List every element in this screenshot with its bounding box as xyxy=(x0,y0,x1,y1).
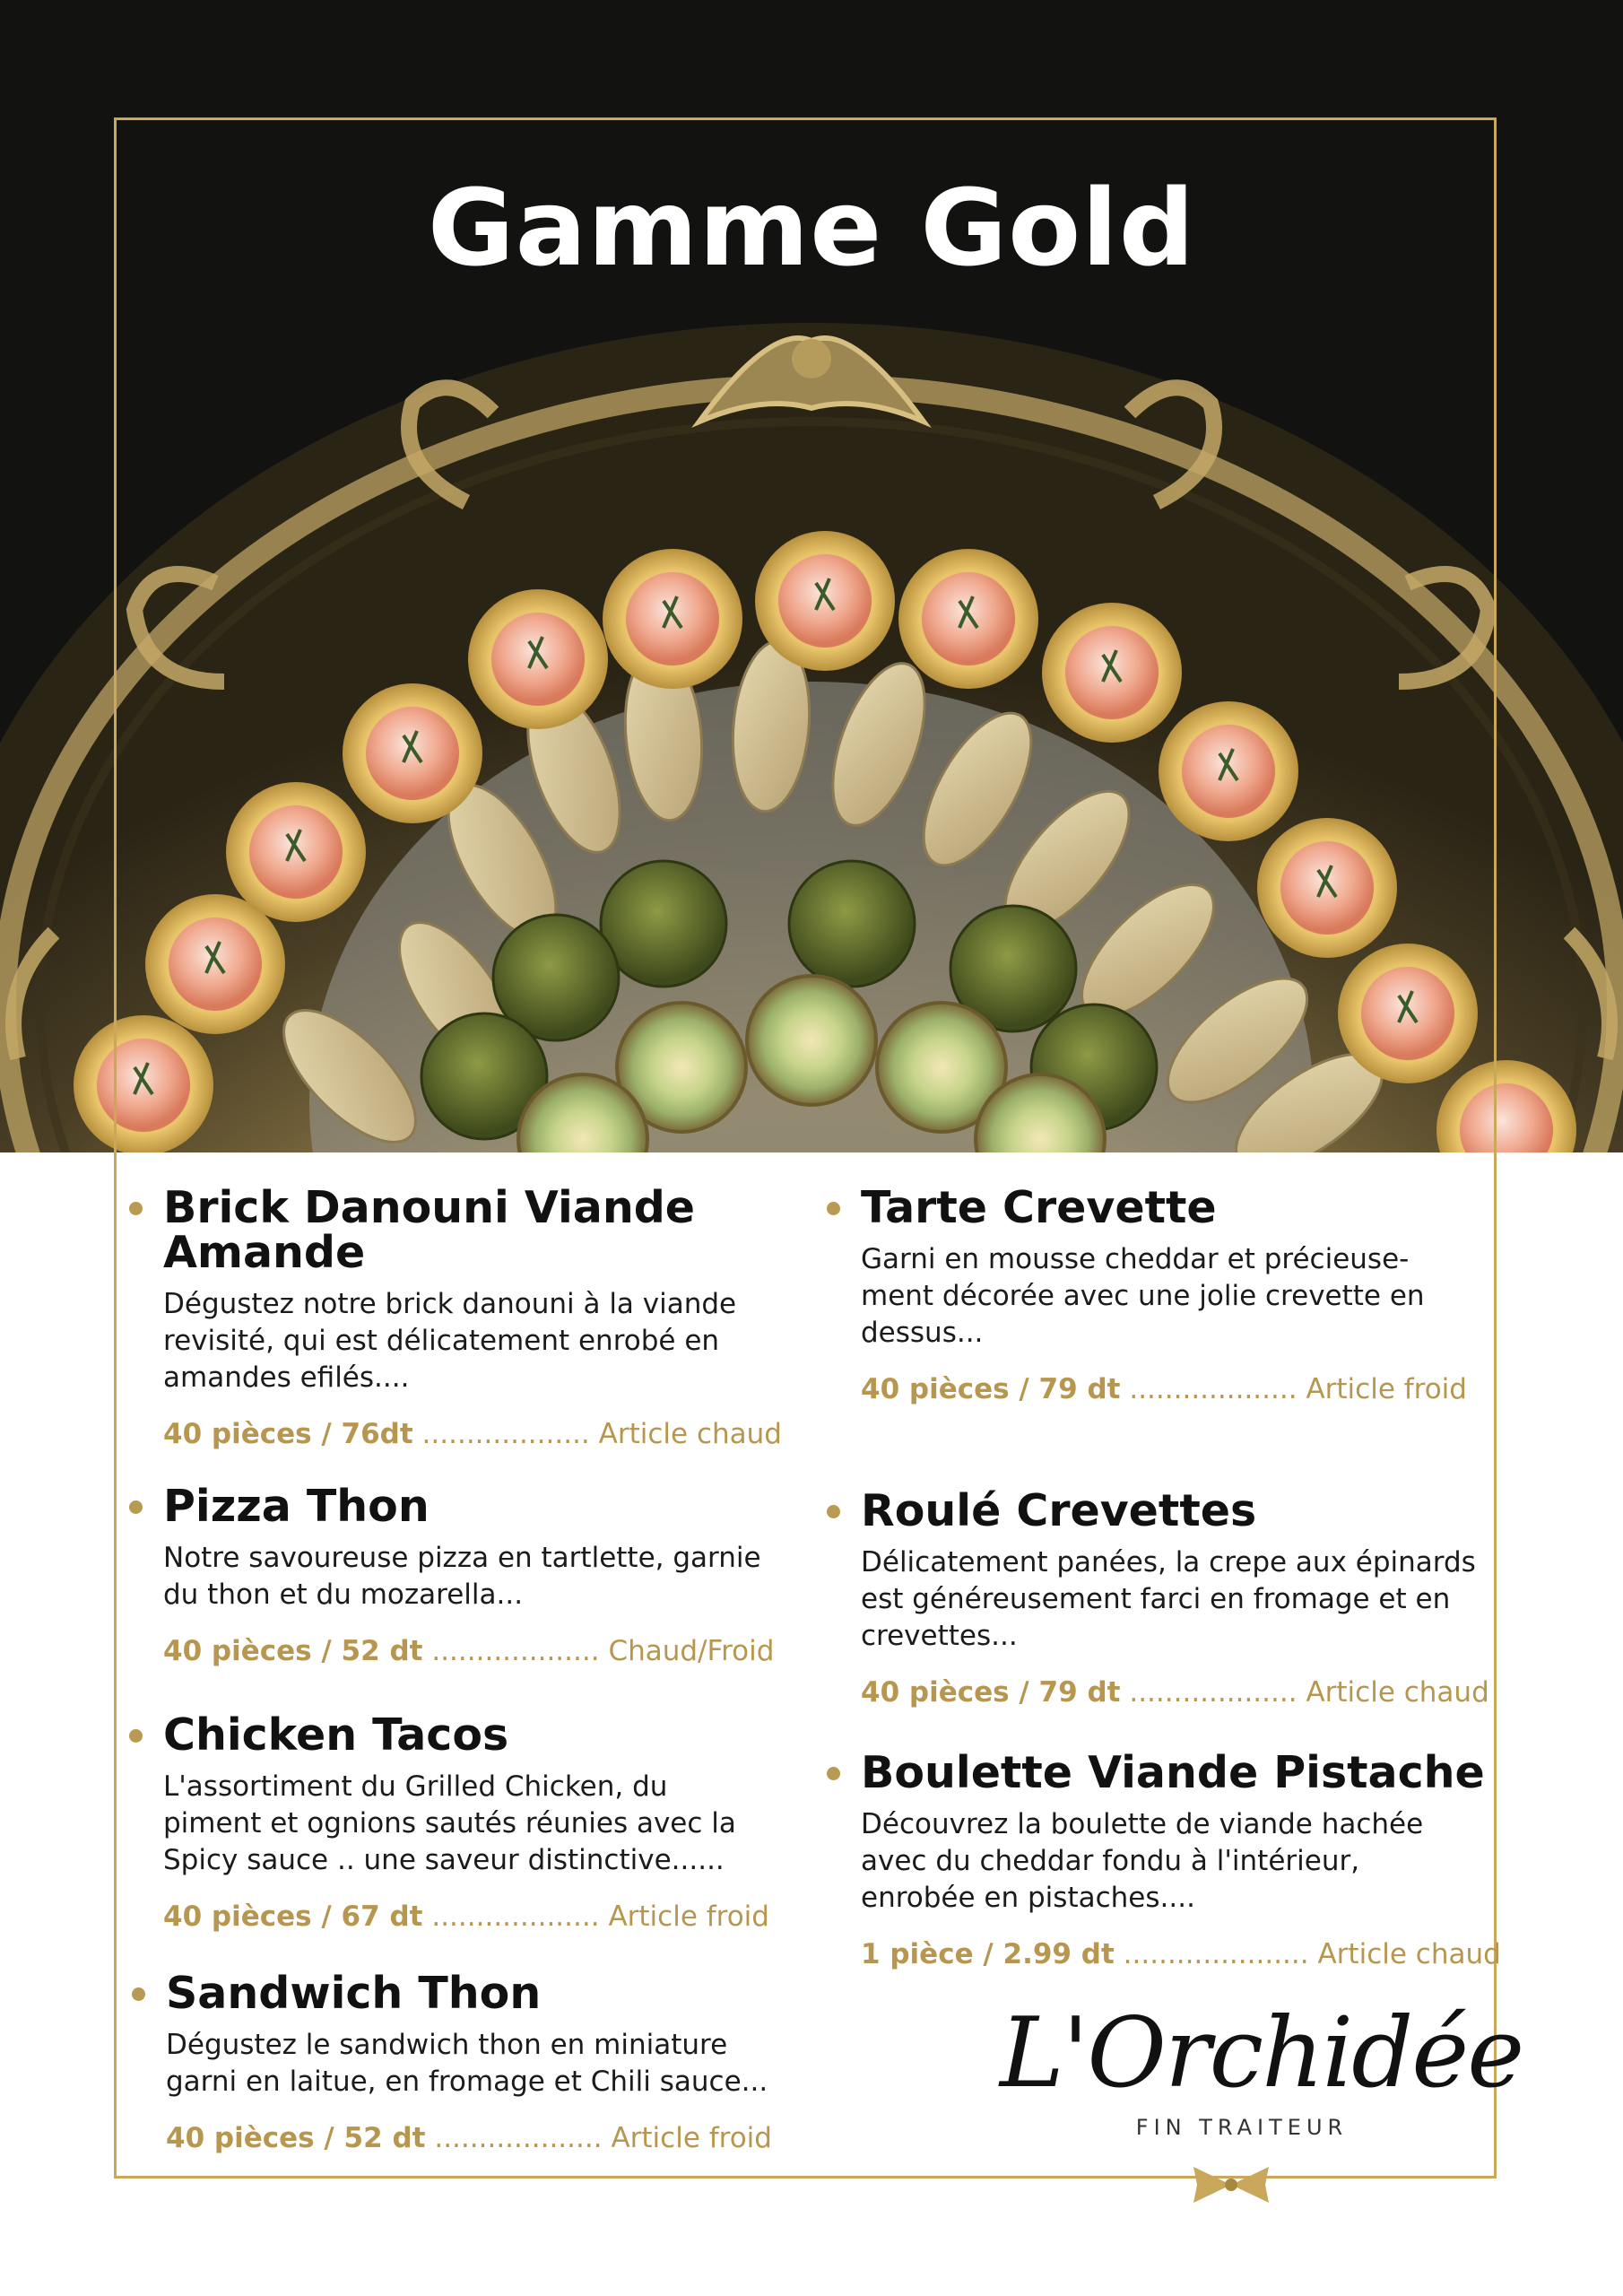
item-description: Délicatement panées, la crepe aux épinards est généreusement farci en fromage et en crevettes... xyxy=(861,1546,1476,1652)
item-price-line xyxy=(163,1900,791,1933)
price-dots: ..................... xyxy=(1123,1938,1309,1970)
item-description: Dégustez notre brick danouni à la viande revisité, qui est délicatement enrobé en amandes efilés.... xyxy=(163,1288,737,1394)
item-price-line xyxy=(166,2122,794,2154)
price-dots: ................... xyxy=(431,1635,600,1667)
item-description: Garni en mousse cheddar et précieuse-ment décorée avec une jolie crevette en dessus... xyxy=(861,1243,1425,1349)
menu-item-sandwich-thon xyxy=(166,1968,794,2154)
price-dots: ................... xyxy=(1129,1373,1298,1405)
price-dots: ................... xyxy=(434,2122,603,2154)
item-price: 40 pièces / 67 dt xyxy=(163,1900,423,1933)
item-description: Notre savoureuse pizza en tartlette, garnie du thon et du mozarella... xyxy=(163,1542,761,1611)
item-name: Chicken Tacos xyxy=(163,1709,509,1761)
item-type: Article froid xyxy=(608,1900,769,1933)
bow-icon xyxy=(1188,2163,1274,2206)
bullet-icon xyxy=(827,1505,840,1518)
menu-item-brick-danouni xyxy=(163,1182,791,1450)
price-dots: ................... xyxy=(421,1418,590,1450)
item-price: 40 pièces / 52 dt xyxy=(163,1635,423,1667)
item-type: Article chaud xyxy=(598,1418,782,1450)
item-price: 40 pièces / 79 dt xyxy=(861,1676,1121,1709)
item-price: 1 pièce / 2.99 dt xyxy=(861,1938,1115,1970)
item-type: Chaud/Froid xyxy=(608,1635,775,1667)
menu-item-pizza-thon xyxy=(163,1481,791,1667)
item-price-line xyxy=(861,1676,1488,1709)
bullet-icon xyxy=(129,1729,143,1743)
brand-logo xyxy=(1000,1997,1523,2140)
item-name: Roulé Crevettes xyxy=(861,1485,1257,1536)
item-price-line xyxy=(861,1373,1488,1405)
item-price: 40 pièces / 79 dt xyxy=(861,1373,1121,1405)
menu-item-chicken-tacos xyxy=(163,1709,791,1933)
item-price: 40 pièces / 76dt xyxy=(163,1418,413,1450)
item-type: Article froid xyxy=(1306,1373,1467,1405)
item-price: 40 pièces / 52 dt xyxy=(166,2122,426,2154)
menu-item-tarte-crevette xyxy=(861,1182,1488,1405)
item-description: Dégustez le sandwich thon en miniature garni en laitue, en fromage et Chili sauce... xyxy=(166,2029,768,2098)
item-type: Article froid xyxy=(611,2122,772,2154)
page-title: Gamme Gold xyxy=(427,166,1196,290)
price-dots: ................... xyxy=(1129,1676,1298,1709)
item-name: Brick Danouni Viande Amande xyxy=(163,1182,696,1278)
bullet-icon xyxy=(129,1202,143,1215)
item-name: Sandwich Thon xyxy=(166,1968,542,2019)
menu-item-roule-crevettes xyxy=(861,1485,1489,1709)
item-price-line xyxy=(163,1418,791,1450)
bullet-icon xyxy=(129,1500,143,1514)
menu-item-boulette-viande xyxy=(861,1747,1501,1970)
price-dots: ................... xyxy=(431,1900,600,1933)
bullet-icon xyxy=(132,1987,145,2001)
item-name: Boulette Viande Pistache xyxy=(861,1747,1485,1798)
item-name: Tarte Crevette xyxy=(861,1182,1217,1233)
logo-subtitle: FIN TRAITEUR xyxy=(1135,2115,1349,2140)
item-price-line xyxy=(861,1938,1501,1970)
item-price-line xyxy=(163,1635,791,1667)
logo-script: L'Orchidée xyxy=(1000,1997,1523,2109)
item-name: Pizza Thon xyxy=(163,1481,430,1532)
item-description: Découvrez la boulette de viande hachée avec du cheddar fondu à l'intérieur, enrobée en pistaches.... xyxy=(861,1808,1424,1914)
item-description: L'assortiment du Grilled Chicken, du piment et ognions sautés réunies avec la Spicy sauce .. une saveur distinctive...... xyxy=(163,1770,736,1876)
item-type: Article chaud xyxy=(1306,1676,1489,1709)
bullet-icon xyxy=(827,1202,840,1215)
item-type: Article chaud xyxy=(1317,1938,1501,1970)
bullet-icon xyxy=(827,1767,840,1780)
